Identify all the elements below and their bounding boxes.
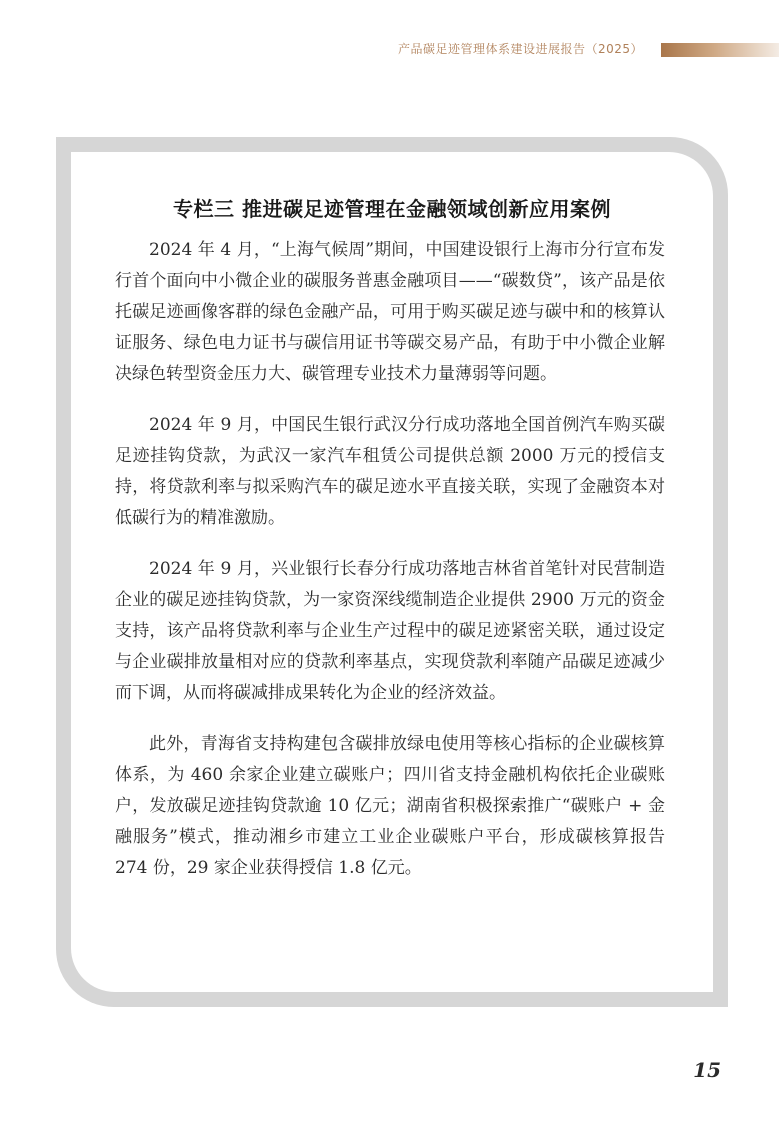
paragraph-1: 2024 年 4 月，“上海气候周”期间，中国建设银行上海市分行宣布发行首个面向中小微企业的碳服务普惠金融项目——“碳数贷”，该产品是依托碳足迹画像客群的绿色金融产品，可用于购买碳足迹与碳中和的核算认证服务、绿色电力证书与碳信用证书等碳交易产品，有助于中小微企业解决绿色转型资金压力大、碳管理专业技术力量薄弱等问题。 <box>115 240 665 384</box>
box-content <box>115 235 665 904</box>
page-number: 15 <box>693 1058 721 1082</box>
header-accent-bar <box>661 43 779 57</box>
paragraph-2: 2024 年 9 月，中国民生银行武汉分行成功落地全国首例汽车购买碳足迹挂钩贷款，为武汉一家汽车租赁公司提供总额 2000 万元的授信支持，将贷款利率与拟采购汽车的碳足迹水平直接关联，实现了金融资本对低碳行为的精准激励。 <box>115 415 665 528</box>
running-header-title: 产品碳足迹管理体系建设进展报告（2025） <box>397 42 643 56</box>
paragraph-4: 此外，青海省支持构建包含碳排放绿电使用等核心指标的企业碳核算体系，为 460 余家企业建立碳账户；四川省支持金融机构依托企业碳账户，发放碳足迹挂钩贷款逾 10 亿元；湖南省积极探索推广“碳账户 + 金融服务”模式，推动湘乡市建立工业企业碳账户平台，形成碳核算报告 274 份，29 家企业获得授信 1.8 亿元。 <box>115 734 665 878</box>
paragraph-3: 2024 年 9 月，兴业银行长春分行成功落地吉林省首笔针对民营制造企业的碳足迹挂钩贷款，为一家资深线缆制造企业提供 2900 万元的资金支持，该产品将贷款利率与企业生产过程中的碳足迹紧密关联，通过设定与企业碳排放量相对应的贷款利率基点，实现贷款利率随产品碳足迹减少而下调，从而将碳减排成果转化为企业的经济效益。 <box>115 559 665 703</box>
box-title: 专栏三 推进碳足迹管理在金融领域创新应用案例 <box>173 197 611 221</box>
